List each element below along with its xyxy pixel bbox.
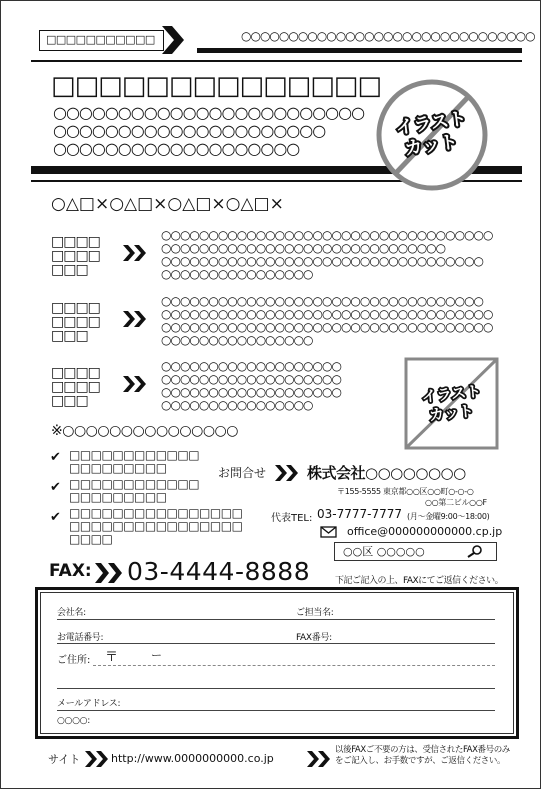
phone-number: 03-7777-7777 — [317, 507, 403, 521]
svg-text:カット: カット — [403, 131, 460, 160]
qa-label: □□□□ — [51, 365, 100, 381]
qa-text-line: ○○○○○○○○○○○○○○○○○○○○○○○○○○○○○○○○○○ — [161, 254, 484, 268]
qa-text-line: ○○○○○○○○○○○○○○○○○○○○○○○○○○○○○○○○○○○ — [161, 228, 493, 242]
symbol-row: ○△□×○△□×○△□×○△□× — [51, 194, 284, 214]
qa-text-line: ○○○○○○○○○○○○○○○○ — [161, 333, 313, 347]
double-chevron-icon — [307, 749, 331, 769]
qa-text-line: ○○○○○○○○○○○○○○○○○○○○○○○○○○○○○○ — [161, 241, 446, 255]
email-field-label: メールアドレス: — [57, 699, 121, 709]
fax-number: 03-4444-8888 — [127, 557, 311, 586]
check-icon: ✔ — [50, 450, 61, 465]
double-chevron-icon — [123, 374, 147, 394]
site-url[interactable]: http://www.0000000000.co.jp — [111, 752, 274, 765]
qa-text-line: ○○○○○○○○○○○○○○○○ — [161, 267, 313, 281]
qa-label: □□□□ — [51, 248, 100, 264]
svg-text:イラスト: イラスト — [394, 108, 469, 139]
fax-label: FAX: — [49, 561, 92, 581]
check-icon: ✔ — [50, 510, 61, 525]
checklist-line: □□□□□□□□□ — [69, 490, 167, 504]
email-address[interactable]: office@000000000000.cp.jp — [347, 525, 503, 538]
qa-text-line: ○○○○○○○○○○○○○○○○○○○○○○○○○○○○○○○○○○○ — [161, 307, 493, 321]
address-search-text: ○○区 ○○○○○ — [343, 545, 425, 558]
double-chevron-icon — [85, 749, 109, 769]
tag-arrow-icon — [162, 26, 184, 54]
address-guide-line — [93, 665, 495, 666]
mail-icon — [320, 526, 337, 538]
qa-label: □□□ — [51, 262, 88, 278]
svg-text:カット: カット — [428, 401, 475, 425]
hero-lead-line: ○○○○○○○○○○○○○○○○○○○○○○○○ — [53, 103, 365, 122]
company-field-label: 会社名: — [57, 608, 86, 618]
phone-field-line[interactable] — [57, 643, 495, 644]
postal-address: 〒155-5555 東京都○○区○○町○-○-○ — [337, 487, 474, 496]
double-chevron-icon — [95, 561, 123, 585]
illustration-placeholder — [374, 77, 490, 193]
qa-text-line: ○○○○○○○○○○○○○○○○○○○ — [161, 359, 341, 373]
checklist-line: □□□□□□□□□ — [69, 461, 167, 475]
checklist-line: □□□□ — [69, 532, 113, 546]
double-chevron-icon — [123, 243, 147, 263]
qa-text-line: ○○○○○○○○○○○○○○○○○○○ — [161, 372, 341, 386]
checklist-line: □□□□□□□□□□□□ — [69, 477, 200, 491]
email-field-line[interactable] — [57, 710, 495, 711]
svg-text:イラスト: イラスト — [420, 381, 483, 407]
site-label: サイト — [48, 753, 81, 766]
person-field-label: ご担当名: — [296, 608, 334, 618]
address-field-line[interactable] — [57, 688, 495, 689]
checklist-line: □□□□□□□□□□□□ — [69, 448, 200, 462]
check-icon: ✔ — [50, 480, 61, 495]
illustration-placeholder-small — [404, 357, 499, 450]
double-chevron-icon — [123, 309, 147, 329]
search-icon — [467, 545, 483, 558]
qa-text-line: ○○○○○○○○○○○○○○○○ — [161, 398, 313, 412]
qa-label: □□□□ — [51, 300, 100, 316]
qa-label: □□□□ — [51, 314, 100, 330]
postal-mark: 〒 — [105, 650, 119, 665]
phone-prefix: 代表TEL: — [271, 513, 313, 524]
hero-headline: □□□□□□□□□□□□□□ — [51, 71, 381, 101]
fax-instruction: 下記ご記入の上、FAXにてご返信ください。 — [335, 576, 504, 586]
qa-text-line: ○○○○○○○○○○○○○○○○○○○ — [161, 385, 341, 399]
hero-lead-line: ○○○○○○○○○○○○○○○○○○○○○ — [53, 121, 326, 140]
header-rule — [197, 48, 522, 53]
phone-field-label: お電話番号: — [57, 633, 104, 643]
checklist-line: □□□□□□□□□□□□□□□□ — [69, 506, 243, 520]
qa-label: □□□ — [51, 393, 88, 409]
footer-note-line: 以後FAXご不要の方は、受信されたFAX番号のみ — [335, 745, 510, 755]
extra-field-label: ○○○○: — [57, 716, 90, 726]
office-hours: (月～金曜9:00～18:00) — [407, 512, 490, 521]
qa-label: □□□ — [51, 328, 88, 344]
double-chevron-icon — [275, 463, 299, 483]
company-field-line[interactable] — [57, 619, 495, 620]
company-name: 株式会社○○○○○○○○ — [307, 464, 466, 482]
qa-text-line: ○○○○○○○○○○○○○○○○○○○○○○○○○○○○○○○○○○ — [161, 294, 484, 308]
header-tag: □□□□□□□□□□□ — [39, 30, 164, 51]
qa-label: □□□□ — [51, 379, 100, 395]
note-text: ※○○○○○○○○○○○○○○○ — [51, 423, 238, 439]
postal-dash: ー — [151, 649, 162, 662]
fax-field-label: FAX番号: — [296, 633, 332, 643]
building-name: ○○第二ビル○○F — [425, 498, 487, 507]
footer-note-line: をご記入し、お手数ですが、ご返信ください。 — [335, 756, 506, 766]
header-subtitle: ○○○○○○○○○○○○○○○○○○○○○○○○○○○○○○○ — [241, 29, 535, 43]
hero-top-rule — [31, 60, 522, 62]
hero-lead-line: ○○○○○○○○○○○○○○○○○○○ — [53, 139, 300, 158]
qa-label: □□□□ — [51, 234, 100, 250]
qa-text-line: ○○○○○○○○○○○○○○○○○○○○○○○○○○○○○○○○○○○ — [161, 320, 493, 334]
inquiry-label: お問合せ — [218, 466, 267, 480]
address-field-label: ご住所: — [57, 655, 91, 666]
checklist-line: □□□□□□□□□□□□□□□□ — [69, 519, 243, 533]
